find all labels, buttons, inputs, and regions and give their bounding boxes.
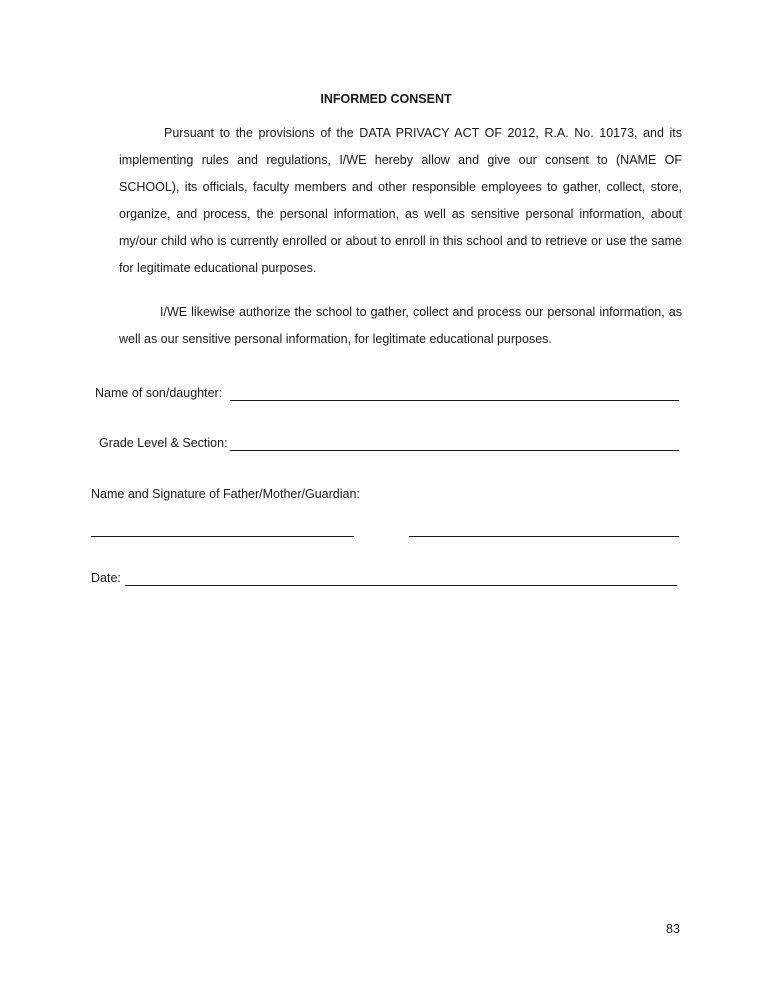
page-number: 83 bbox=[666, 922, 680, 936]
child-name-line[interactable] bbox=[230, 400, 679, 401]
grade-section-label: Grade Level & Section: bbox=[99, 436, 228, 450]
date-line[interactable] bbox=[125, 585, 677, 586]
document-title: INFORMED CONSENT bbox=[320, 92, 452, 106]
date-label: Date: bbox=[91, 571, 121, 585]
child-name-label: Name of son/daughter: bbox=[95, 386, 223, 400]
grade-section-line[interactable] bbox=[230, 450, 679, 451]
parent-signature-label: Name and Signature of Father/Mother/Guardian: bbox=[91, 487, 360, 501]
parent-name-line[interactable] bbox=[91, 536, 354, 537]
consent-paragraph-1: Pursuant to the provisions of the DATA PRIVACY ACT OF 2012, R.A. No. 10173, and its implementing rules and regulations, I/WE hereby allow and give our consent to (NAME OF SCHOOL), its officials, faculty members and other responsible employees to gather, collect, store, organize, and process, the personal information, as well as sensitive personal information, about my/our child who is currently enrolled or about to enroll in this school and to retrieve or use the same for legitimate educational purposes. bbox=[119, 126, 682, 275]
parent-signature-line[interactable] bbox=[409, 536, 679, 537]
consent-paragraph-2: I/WE likewise authorize the school to gather, collect and process our personal information, as well as our sensitive personal information, for legitimate educational purposes. bbox=[119, 305, 682, 346]
